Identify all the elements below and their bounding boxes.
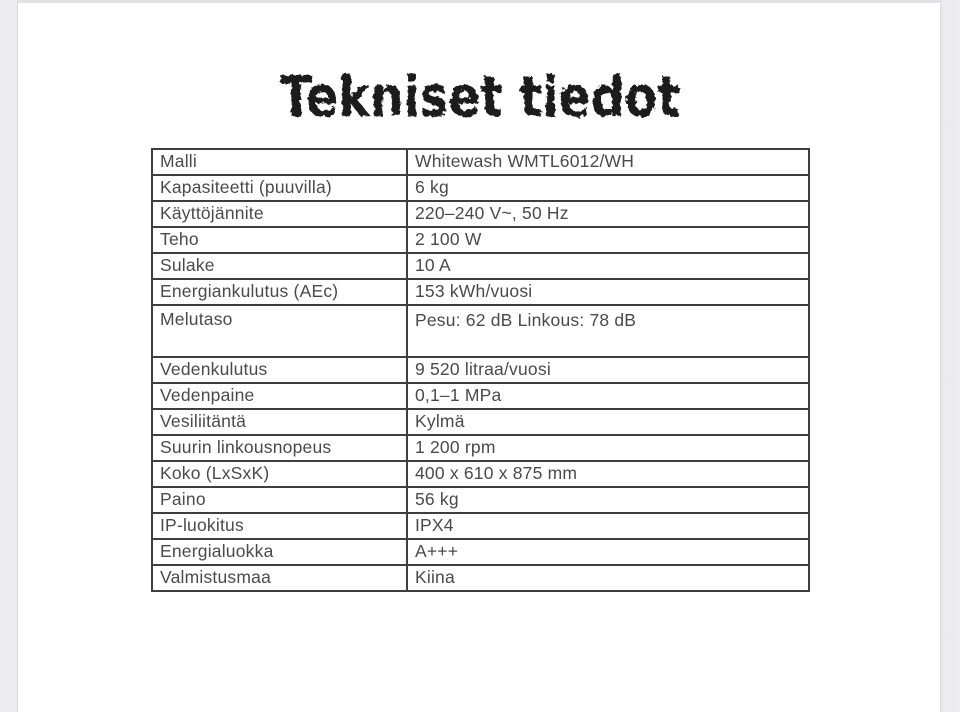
spec-value: Kylmä: [407, 409, 809, 435]
spec-label: Energiankulutus (AEc): [152, 279, 407, 305]
spec-value: 153 kWh/vuosi: [407, 279, 809, 305]
spec-label: Käyttöjännite: [152, 201, 407, 227]
spec-value: Whitewash WMTL6012/WH: [407, 149, 809, 175]
title-chalk-svg: [0, 50, 960, 145]
spec-value: 10 A: [407, 253, 809, 279]
spec-label: Paino: [152, 487, 407, 513]
table-row: [152, 279, 809, 305]
table-row: [152, 487, 809, 513]
spec-label: Energialuokka: [152, 539, 407, 565]
spec-value: 56 kg: [407, 487, 809, 513]
table-row: [152, 201, 809, 227]
spec-value: 6 kg: [407, 175, 809, 201]
spec-table: [151, 148, 810, 592]
table-row: [152, 357, 809, 383]
spec-label: Sulake: [152, 253, 407, 279]
table-row: [152, 175, 809, 201]
spec-label: Valmistusmaa: [152, 565, 407, 591]
spec-value: Pesu: 62 dB Linkous: 78 dB: [407, 305, 809, 357]
spec-label: Vedenkulutus: [152, 357, 407, 383]
spec-label: Suurin linkousnopeus: [152, 435, 407, 461]
table-row: [152, 435, 809, 461]
spec-label: Koko (LxSxK): [152, 461, 407, 487]
spec-label: Melutaso: [152, 305, 407, 357]
spec-value: A+++: [407, 539, 809, 565]
spec-label: Vesiliitäntä: [152, 409, 407, 435]
table-row: [152, 227, 809, 253]
table-row: [152, 253, 809, 279]
spec-value: IPX4: [407, 513, 809, 539]
spec-label: IP-luokitus: [152, 513, 407, 539]
table-row: [152, 305, 809, 357]
spec-value: 9 520 litraa/vuosi: [407, 357, 809, 383]
table-row: [152, 383, 809, 409]
title-area: [0, 50, 960, 145]
page-title: Tekniset tiedot: [280, 65, 680, 130]
spec-value: Kiina: [407, 565, 809, 591]
page-top-edge: [0, 0, 960, 3]
table-row: [152, 149, 809, 175]
table-row: [152, 539, 809, 565]
spec-value: 2 100 W: [407, 227, 809, 253]
table-row: [152, 565, 809, 591]
table-row: [152, 513, 809, 539]
spec-label: Kapasiteetti (puuvilla): [152, 175, 407, 201]
spec-value: 220–240 V~, 50 Hz: [407, 201, 809, 227]
spec-label: Malli: [152, 149, 407, 175]
spec-label: Teho: [152, 227, 407, 253]
table-row: [152, 461, 809, 487]
table-row: [152, 409, 809, 435]
spec-value: 400 x 610 x 875 mm: [407, 461, 809, 487]
spec-label: Vedenpaine: [152, 383, 407, 409]
spec-value: 1 200 rpm: [407, 435, 809, 461]
spec-value: 0,1–1 MPa: [407, 383, 809, 409]
